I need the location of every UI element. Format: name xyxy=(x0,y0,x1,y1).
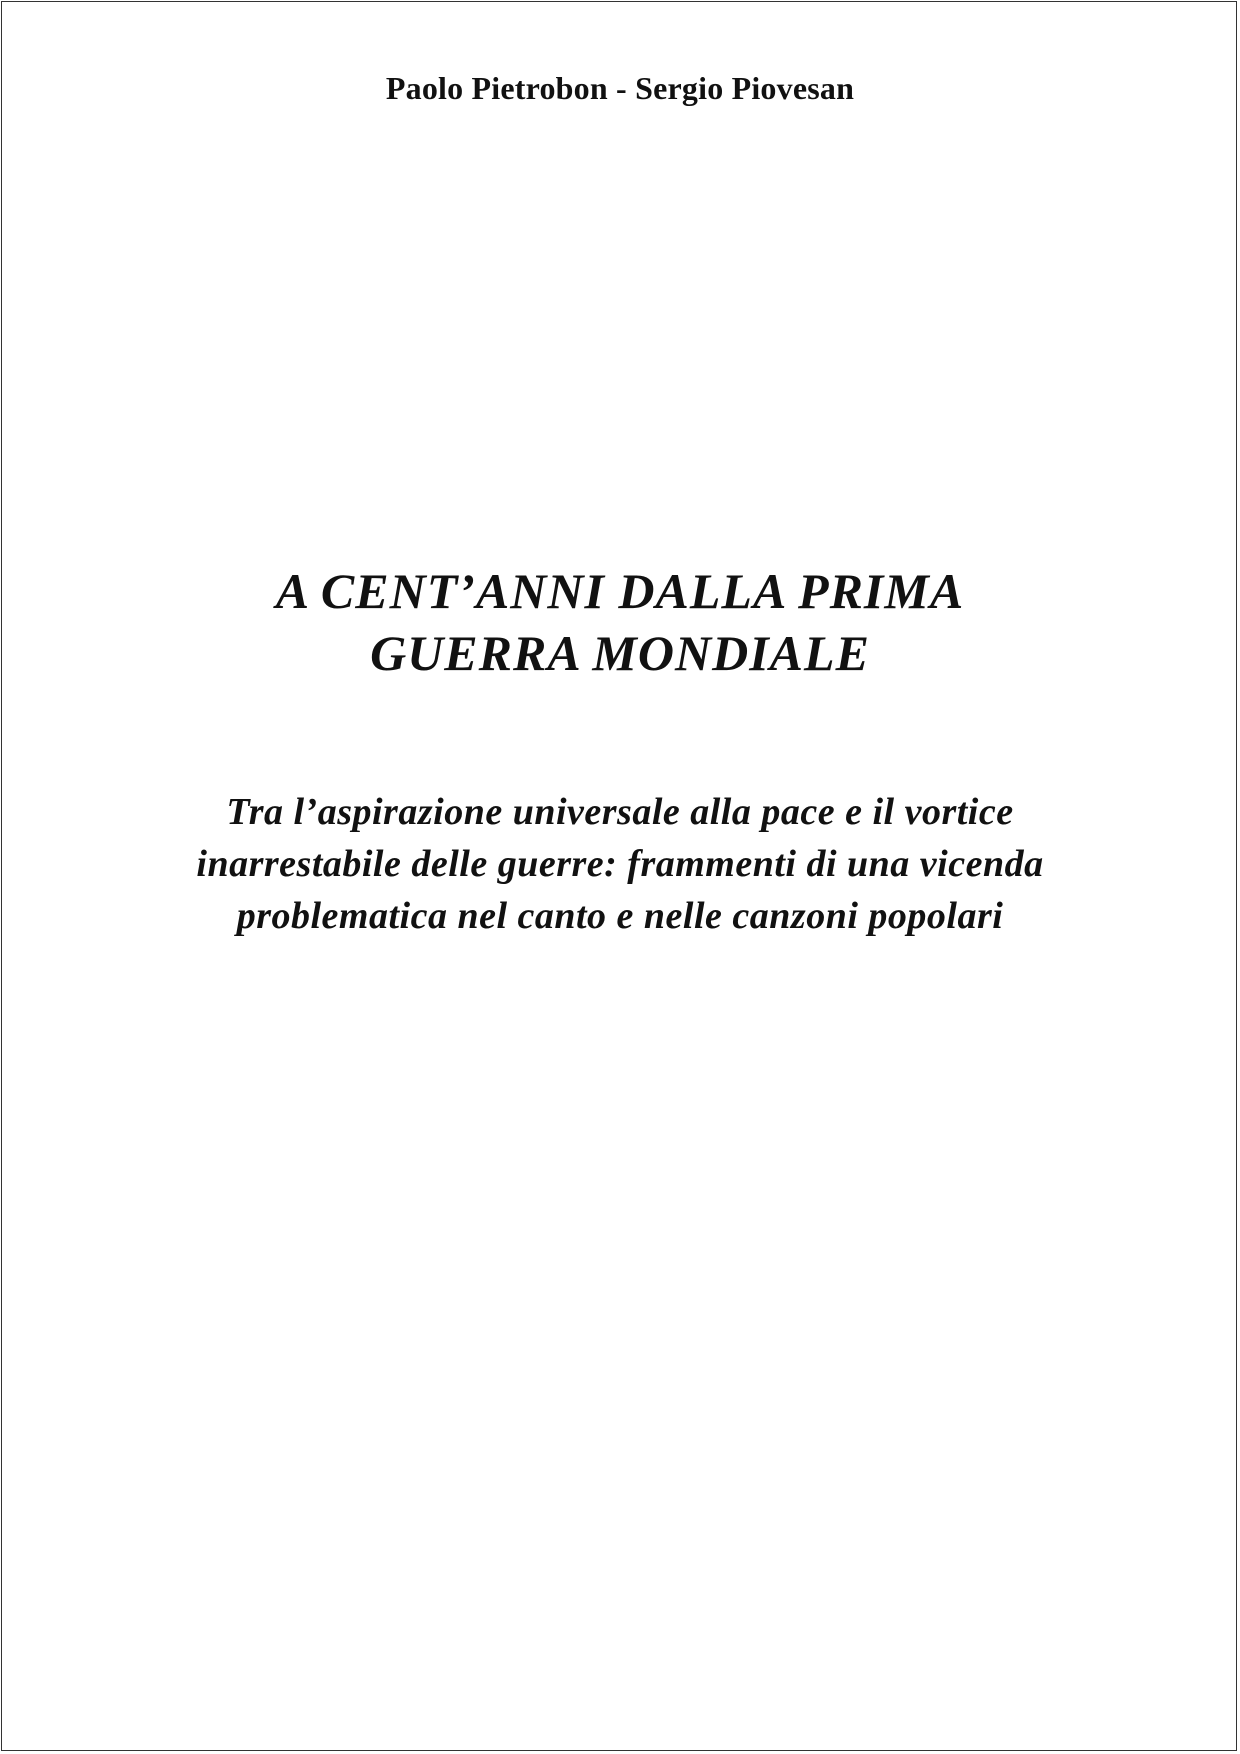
subtitle-line: Tra l’aspirazione universale alla pace e il vortice xyxy=(226,791,1014,833)
author-names: Paolo Pietrobon - Sergio Piovesan xyxy=(385,70,855,106)
title-line: GUERRA MONDIALE xyxy=(370,625,870,681)
book-title xyxy=(0,560,1240,684)
book-subtitle xyxy=(0,786,1240,942)
subtitle-line: problematica nel canto e nelle canzoni popolari xyxy=(236,895,1004,937)
subtitle-line: inarrestabile delle guerre: frammenti di una vicenda xyxy=(196,843,1044,885)
title-line: A CENT’ANNI DALLA PRIMA xyxy=(275,563,965,619)
